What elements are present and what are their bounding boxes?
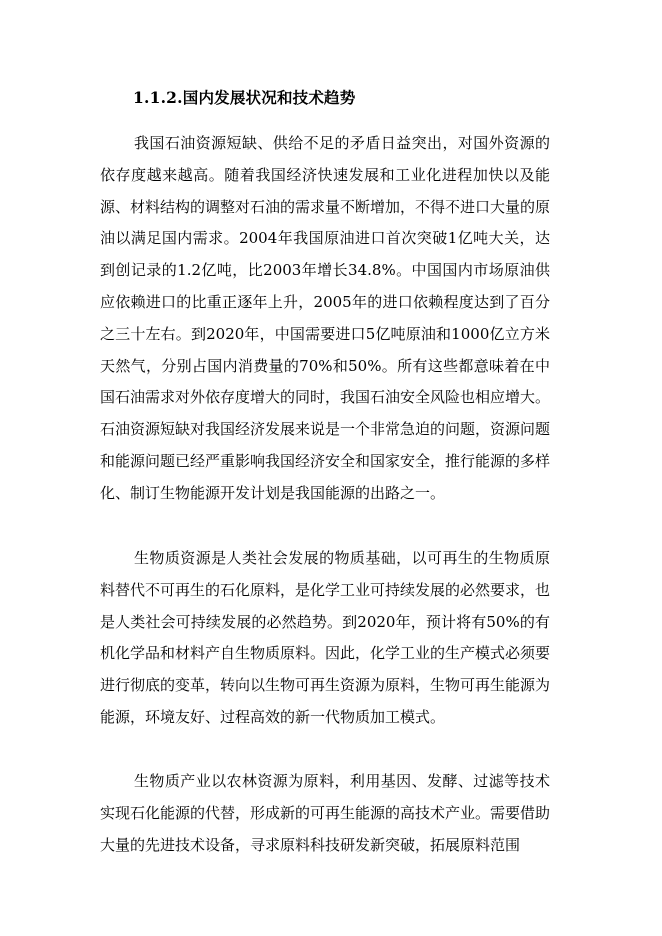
paragraph-biomass-resources: 生物质资源是人类社会发展的物质基础，以可再生的生物质原料替代不可再生的石化原料，是化学工业可持续发展的必然要求，也是人类社会可持续发展的必然趋势。到2020年，预计将有50%的有机化学品和材料产自生物质原料。因此，化学工业的生产模式必须要进行彻底的变革，转向以生物可再生资源为原料，生物可再生能源为能源，环境友好、过程高效的新一代物质加工模式。 xyxy=(100,549,551,726)
section-heading: 1.1.2.国内发展状况和技术趋势 xyxy=(133,88,356,107)
paragraph-biomass-industry: 生物质产业以农林资源为原料，利用基因、发酵、过滤等技术实现石化能源的代替，形成新的可再生能源的高技术产业。需要借助大量的先进技术设备，寻求原料科技研发新突破，拓展原料范围 xyxy=(100,772,551,854)
paragraph-oil-dependency: 我国石油资源短缺、供给不足的矛盾日益突出，对国外资源的依存度越来越高。随着我国经济快速发展和工业化进程加快以及能源、材料结构的调整对石油的需求量不断增加，不得不进口大量的原油以满足国内需求。2004年我国原油进口首次突破1亿吨大关，达到创记录的1.2亿吨，比2003年增长34.8%。中国国内市场原油供应依赖进口的比重正逐年上升，2005年的进口依赖程度达到了百分之三十左右。到2020年，中国需要进口5亿吨原油和1000亿立方米天然气，分别占国内消费量的70%和50%。所有这些都意味着在中国石油需求对外依存度增大的同时，我国石油安全风险也相应增大。石油资源短缺对我国经济发展来说是一个非常急迫的问题，资源问题和能源问题已经严重影响我国经济安全和国家安全，推行能源的多样化、制订生物能源开发计划是我国能源的出路之一。 xyxy=(100,134,551,502)
